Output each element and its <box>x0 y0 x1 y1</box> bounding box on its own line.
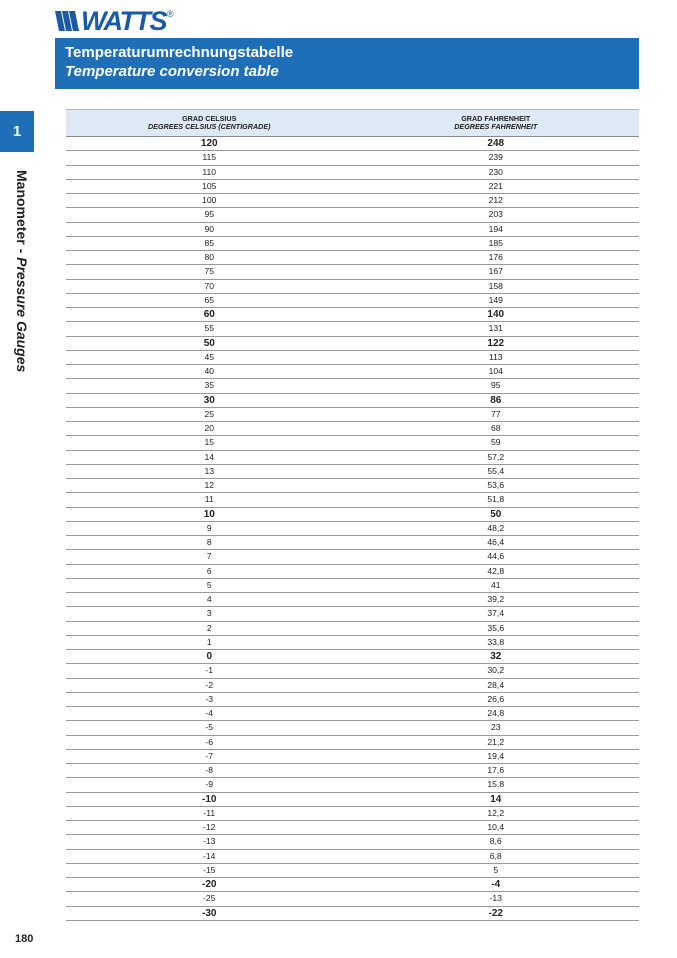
table-row <box>66 764 639 778</box>
fahrenheit-cell: 41 <box>490 579 501 590</box>
celsius-cell: -14 <box>203 850 216 861</box>
fahrenheit-cell: 104 <box>488 366 503 376</box>
fahrenheit-header-en: DEGREES FAHRENHEIT <box>454 122 538 131</box>
celsius-cell: 65 <box>204 294 215 305</box>
table-row <box>66 379 639 393</box>
table-row <box>66 308 639 322</box>
celsius-cell: 6 <box>206 565 212 576</box>
celsius-cell: 2 <box>206 622 212 633</box>
celsius-cell: -30 <box>202 907 217 919</box>
fahrenheit-cell: 33,8 <box>487 636 505 647</box>
table-row <box>66 565 639 579</box>
fahrenheit-cell: 149 <box>488 294 503 305</box>
table-row <box>66 536 639 550</box>
fahrenheit-cell: 212 <box>488 195 503 205</box>
celsius-cell: 60 <box>203 309 215 320</box>
celsius-cell: 30 <box>203 394 215 406</box>
fahrenheit-cell: 37,4 <box>487 608 505 619</box>
celsius-cell: 14 <box>204 451 215 462</box>
fahrenheit-cell: 230 <box>488 166 503 177</box>
fahrenheit-cell: 194 <box>488 223 503 234</box>
celsius-cell: 100 <box>202 195 217 205</box>
table-row <box>66 351 639 365</box>
page-title-en: Temperature conversion table <box>65 63 279 80</box>
celsius-cell: 1 <box>206 636 212 647</box>
fahrenheit-cell: 15,8 <box>487 779 505 790</box>
table-row <box>66 194 639 208</box>
table-row <box>66 394 639 408</box>
celsius-cell: -6 <box>205 736 214 747</box>
table-body <box>66 137 639 921</box>
celsius-cell: -11 <box>203 807 216 818</box>
chapter-number: 1 <box>12 123 22 140</box>
table-row <box>66 707 639 721</box>
celsius-cell: -25 <box>203 893 216 904</box>
fahrenheit-cell: 167 <box>488 266 503 277</box>
celsius-cell: -4 <box>205 708 214 718</box>
chapter-label-en: Pressure Gauges <box>14 257 30 373</box>
fahrenheit-cell: 5 <box>493 864 499 875</box>
celsius-cell: 25 <box>204 408 215 419</box>
fahrenheit-cell: 35,6 <box>487 622 505 633</box>
celsius-cell: -13 <box>203 836 216 847</box>
fahrenheit-cell: 51,8 <box>487 494 505 505</box>
celsius-cell: 85 <box>204 237 215 248</box>
celsius-cell: -5 <box>205 722 214 733</box>
celsius-cell: 70 <box>204 280 215 291</box>
table-row <box>66 265 639 279</box>
table-row <box>66 679 639 693</box>
celsius-cell: 90 <box>204 223 215 234</box>
celsius-cell: 115 <box>202 152 217 163</box>
table-row <box>66 294 639 308</box>
table-row <box>66 451 639 465</box>
table-row <box>66 280 639 294</box>
table-row <box>66 522 639 536</box>
table-row <box>66 151 639 165</box>
fahrenheit-cell: 95 <box>490 380 501 391</box>
registered-mark: ® <box>166 9 174 19</box>
table-row <box>66 835 639 849</box>
fahrenheit-cell: 23 <box>490 722 501 733</box>
conversion-table <box>66 109 639 921</box>
table-row <box>66 337 639 351</box>
celsius-cell: -7 <box>205 750 214 761</box>
table-row <box>66 251 639 265</box>
fahrenheit-cell: 10,4 <box>487 822 505 832</box>
table-row <box>66 436 639 450</box>
fahrenheit-cell: 221 <box>488 180 503 191</box>
table-row <box>66 622 639 636</box>
table-row <box>66 736 639 750</box>
table-row <box>66 650 639 664</box>
fahrenheit-cell: 12,2 <box>487 807 505 818</box>
fahrenheit-cell: 30,2 <box>487 665 505 676</box>
celsius-cell: -3 <box>205 693 214 704</box>
celsius-cell: 110 <box>202 166 217 177</box>
fahrenheit-cell: 68 <box>490 423 501 433</box>
fahrenheit-cell: 6,8 <box>489 850 502 861</box>
table-row <box>66 465 639 479</box>
fahrenheit-cell: 19,4 <box>487 750 505 761</box>
fahrenheit-cell: 26,6 <box>487 693 505 704</box>
celsius-cell: -15 <box>203 864 216 875</box>
celsius-cell: 15 <box>204 437 215 448</box>
celsius-cell: -10 <box>202 793 217 805</box>
celsius-cell: 95 <box>204 209 215 220</box>
celsius-cell: -2 <box>205 679 214 690</box>
fahrenheit-cell: 113 <box>488 351 503 362</box>
celsius-cell: 3 <box>206 608 212 619</box>
fahrenheit-header <box>353 110 640 136</box>
fahrenheit-cell: 28,4 <box>487 679 505 690</box>
table-row <box>66 607 639 621</box>
fahrenheit-cell: 55,4 <box>487 465 505 476</box>
celsius-cell: 75 <box>204 266 215 277</box>
fahrenheit-cell: 158 <box>488 280 503 291</box>
fahrenheit-cell: 140 <box>487 309 505 320</box>
fahrenheit-cell: 176 <box>488 252 503 262</box>
table-row <box>66 408 639 422</box>
fahrenheit-cell: 53,6 <box>487 480 505 490</box>
page-title-de: Temperaturumrechnungstabelle <box>65 44 294 61</box>
watts-logo <box>55 8 174 34</box>
celsius-cell: 105 <box>202 180 217 191</box>
fahrenheit-cell: 86 <box>490 394 502 406</box>
celsius-cell: 10 <box>203 508 215 520</box>
fahrenheit-cell: 44,6 <box>487 551 505 562</box>
fahrenheit-cell: 17,6 <box>487 765 505 775</box>
table-row <box>66 550 639 564</box>
table-row <box>66 821 639 835</box>
fahrenheit-cell: -4 <box>491 879 501 890</box>
celsius-cell: 11 <box>204 494 214 505</box>
fahrenheit-cell: 239 <box>488 152 503 163</box>
celsius-cell: 35 <box>204 380 215 391</box>
fahrenheit-cell: 131 <box>488 323 503 334</box>
fahrenheit-cell: 32 <box>490 651 502 662</box>
celsius-cell: 80 <box>204 252 215 262</box>
table-row <box>66 878 639 892</box>
fahrenheit-cell: 50 <box>490 508 502 520</box>
fahrenheit-cell: 24,8 <box>487 708 505 718</box>
title-banner <box>55 38 639 89</box>
fahrenheit-cell: 248 <box>487 138 505 149</box>
fahrenheit-cell: 46,4 <box>487 537 505 547</box>
celsius-cell: 7 <box>206 551 212 562</box>
table-header <box>66 109 639 137</box>
table-row <box>66 892 639 906</box>
table-row <box>66 422 639 436</box>
table-row <box>66 365 639 379</box>
celsius-cell: -1 <box>205 665 214 676</box>
celsius-cell: 50 <box>203 337 215 349</box>
chapter-label-de: Manometer - <box>14 170 30 254</box>
fahrenheit-cell: 39,2 <box>487 594 505 604</box>
table-row <box>66 721 639 735</box>
fahrenheit-cell: 122 <box>487 337 505 349</box>
table-row <box>66 322 639 336</box>
celsius-header-de: GRAD CELSIUS <box>182 113 237 123</box>
table-row <box>66 750 639 764</box>
chapter-tab <box>0 111 34 152</box>
table-row <box>66 237 639 251</box>
table-row <box>66 850 639 864</box>
celsius-cell: 120 <box>200 138 218 149</box>
celsius-cell: 4 <box>206 594 212 604</box>
celsius-cell: 20 <box>204 423 215 433</box>
table-row <box>66 807 639 821</box>
celsius-cell: 40 <box>204 366 215 376</box>
table-row <box>66 137 639 151</box>
fahrenheit-cell: 8,6 <box>489 836 502 847</box>
fahrenheit-cell: 57,2 <box>487 451 505 462</box>
table-row <box>66 593 639 607</box>
fahrenheit-cell: -13 <box>489 893 502 904</box>
fahrenheit-cell: -22 <box>488 907 503 919</box>
table-row <box>66 778 639 792</box>
celsius-cell: 0 <box>206 651 213 662</box>
fahrenheit-header-de: GRAD FAHRENHEIT <box>461 113 531 123</box>
chapter-label <box>13 170 31 430</box>
fahrenheit-cell: 59 <box>490 437 501 448</box>
fahrenheit-cell: 14 <box>490 793 502 805</box>
celsius-cell: 5 <box>206 579 212 590</box>
celsius-cell: -9 <box>205 779 214 790</box>
celsius-cell: -20 <box>202 879 217 890</box>
brand-name: WATTS <box>81 6 166 36</box>
table-row <box>66 636 639 650</box>
table-row <box>66 664 639 678</box>
fahrenheit-cell: 48,2 <box>487 522 505 533</box>
celsius-cell: 8 <box>206 537 212 547</box>
celsius-cell: 13 <box>204 465 215 476</box>
table-row <box>66 223 639 237</box>
page-number: 180 <box>15 933 34 945</box>
celsius-cell: 12 <box>204 480 215 490</box>
table-row <box>66 693 639 707</box>
table-row <box>66 793 639 807</box>
table-row <box>66 166 639 180</box>
celsius-header-en: DEGREES CELSIUS (CENTIGRADE) <box>147 122 271 131</box>
celsius-cell: -8 <box>205 765 214 775</box>
fahrenheit-cell: 203 <box>488 209 503 220</box>
celsius-cell: 9 <box>206 522 212 533</box>
table-row <box>66 208 639 222</box>
table-row <box>66 508 639 522</box>
table-row <box>66 180 639 194</box>
celsius-cell: -12 <box>203 822 216 832</box>
fahrenheit-cell: 21,2 <box>487 736 505 747</box>
table-row <box>66 493 639 507</box>
fahrenheit-cell: 42,8 <box>487 565 505 576</box>
table-row <box>66 864 639 878</box>
celsius-cell: 45 <box>204 351 215 362</box>
table-row <box>66 907 639 921</box>
table-row <box>66 479 639 493</box>
table-row <box>66 579 639 593</box>
fahrenheit-cell: 77 <box>490 408 501 419</box>
celsius-cell: 55 <box>204 323 215 334</box>
celsius-header <box>66 110 353 136</box>
watts-wave-icon <box>55 9 83 33</box>
fahrenheit-cell: 185 <box>488 237 503 248</box>
